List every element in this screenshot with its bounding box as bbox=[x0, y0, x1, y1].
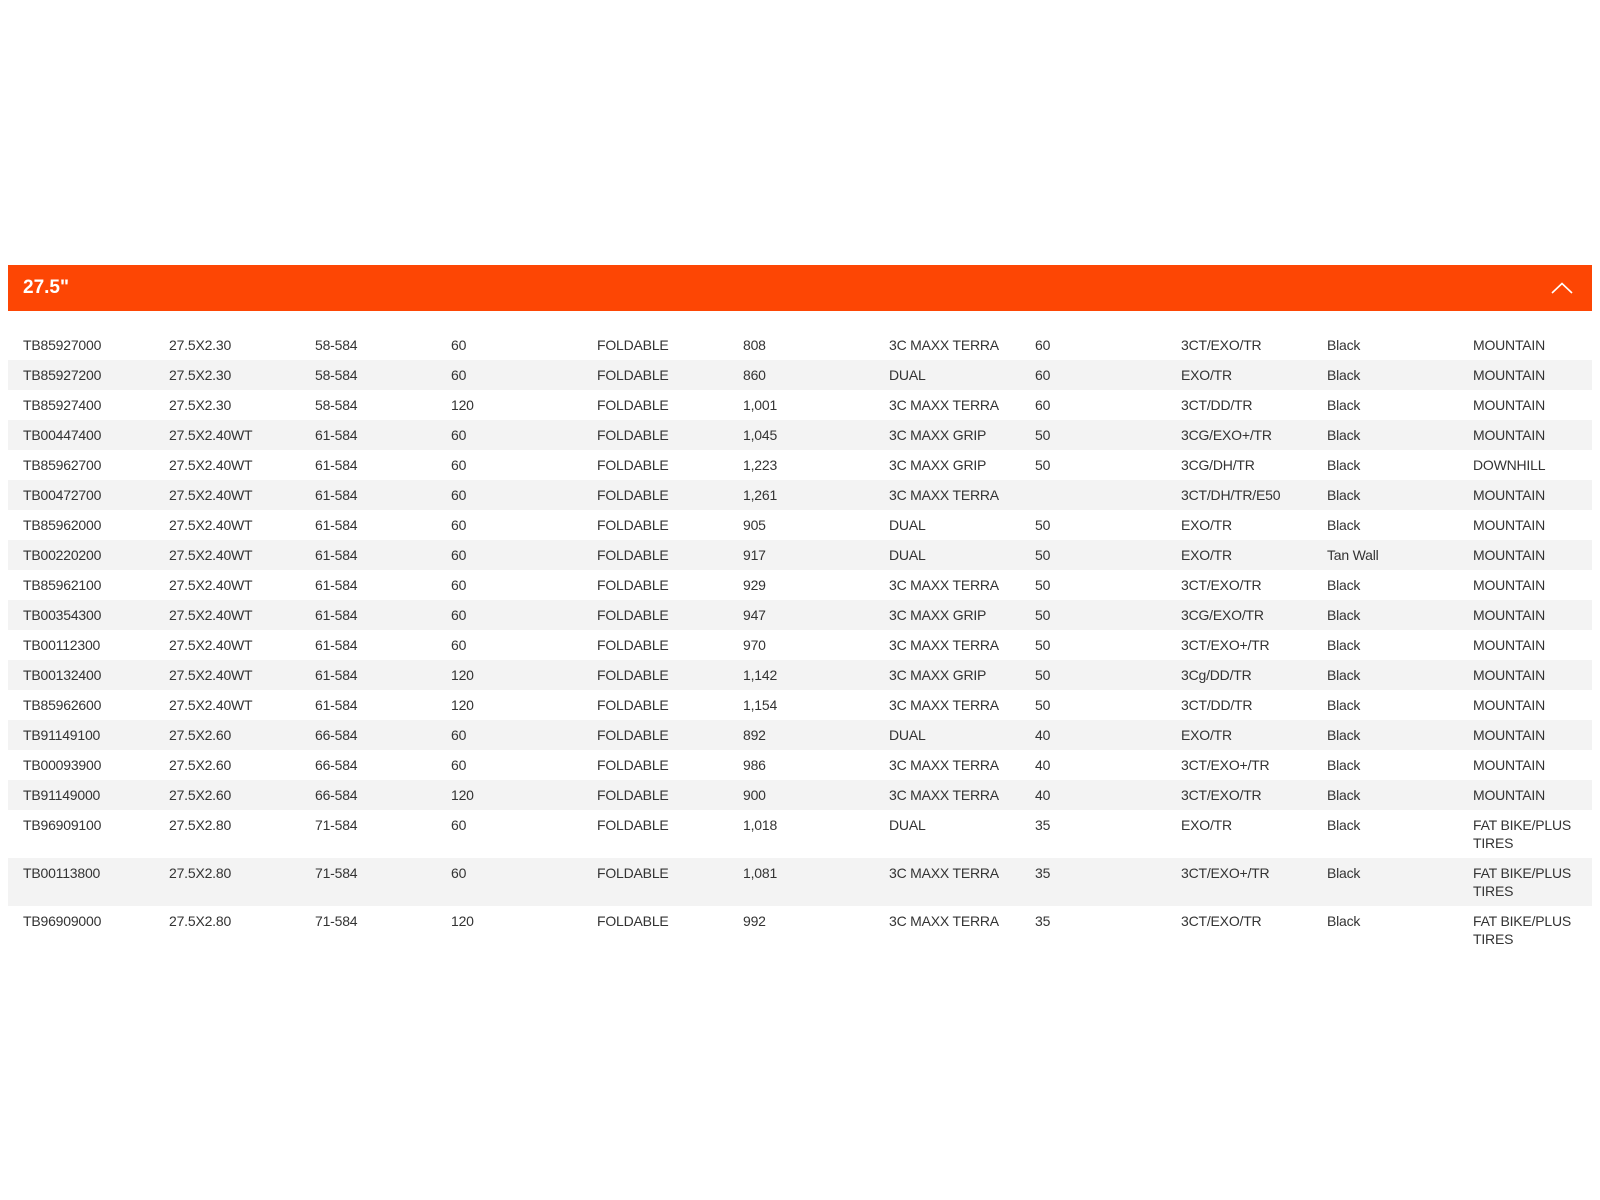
cell-size: 27.5X2.80 bbox=[169, 817, 232, 833]
cell-weight: 808 bbox=[743, 337, 766, 353]
cell-weight: 860 bbox=[743, 367, 766, 383]
cell-compound: 3C MAXX TERRA bbox=[889, 637, 999, 653]
cell-sidewall-color: Black bbox=[1327, 427, 1361, 443]
cell-part-number: TB91149000 bbox=[23, 787, 101, 803]
cell-technology: EXO/TR bbox=[1181, 547, 1232, 563]
cell-etrto: 58-584 bbox=[315, 397, 358, 413]
cell-weight: 1,045 bbox=[743, 427, 778, 443]
cell-technology: 3CG/DH/TR bbox=[1181, 457, 1255, 473]
cell-size: 27.5X2.40WT bbox=[169, 577, 253, 593]
cell-compound: 3C MAXX TERRA bbox=[889, 577, 999, 593]
cell-size: 27.5X2.40WT bbox=[169, 547, 253, 563]
cell-application: MOUNTAIN bbox=[1473, 397, 1546, 413]
cell-size: 27.5X2.60 bbox=[169, 727, 232, 743]
table-row bbox=[8, 450, 1592, 480]
cell-part-number: TB00132400 bbox=[23, 667, 102, 683]
cell-tpi: 60 bbox=[451, 577, 467, 593]
table-row bbox=[8, 570, 1592, 600]
cell-part-number: TB00093900 bbox=[23, 757, 102, 773]
cell-max-psi: 35 bbox=[1035, 817, 1051, 833]
cell-part-number: TB91149100 bbox=[23, 727, 101, 743]
cell-compound: 3C MAXX GRIP bbox=[889, 457, 987, 473]
cell-etrto: 71-584 bbox=[315, 817, 358, 833]
cell-application: MOUNTAIN bbox=[1473, 547, 1546, 563]
cell-compound: 3C MAXX TERRA bbox=[889, 787, 999, 803]
cell-technology: 3CT/DD/TR bbox=[1181, 697, 1253, 713]
cell-sidewall-color: Black bbox=[1327, 913, 1361, 929]
tire-size-section bbox=[8, 265, 1592, 954]
cell-part-number: TB00447400 bbox=[23, 427, 102, 443]
cell-compound: 3C MAXX GRIP bbox=[889, 667, 987, 683]
cell-bead: FOLDABLE bbox=[597, 397, 669, 413]
cell-application: MOUNTAIN bbox=[1473, 607, 1546, 623]
cell-sidewall-color: Black bbox=[1327, 337, 1361, 353]
cell-size: 27.5X2.40WT bbox=[169, 457, 253, 473]
table-row bbox=[8, 906, 1592, 954]
cell-compound: 3C MAXX TERRA bbox=[889, 697, 999, 713]
cell-etrto: 66-584 bbox=[315, 757, 358, 773]
cell-max-psi: 50 bbox=[1035, 577, 1051, 593]
cell-application: MOUNTAIN bbox=[1473, 697, 1546, 713]
cell-sidewall-color: Black bbox=[1327, 787, 1361, 803]
cell-etrto: 61-584 bbox=[315, 547, 358, 563]
cell-tpi: 60 bbox=[451, 487, 467, 503]
cell-technology: 3Cg/DD/TR bbox=[1181, 667, 1252, 683]
table-row bbox=[8, 540, 1592, 570]
table-row bbox=[8, 630, 1592, 660]
cell-size: 27.5X2.40WT bbox=[169, 637, 253, 653]
cell-bead: FOLDABLE bbox=[597, 667, 669, 683]
cell-etrto: 66-584 bbox=[315, 787, 358, 803]
cell-sidewall-color: Black bbox=[1327, 667, 1361, 683]
cell-compound: DUAL bbox=[889, 817, 926, 833]
cell-size: 27.5X2.30 bbox=[169, 397, 232, 413]
cell-size: 27.5X2.60 bbox=[169, 787, 232, 803]
cell-bead: FOLDABLE bbox=[597, 817, 669, 833]
cell-etrto: 61-584 bbox=[315, 697, 358, 713]
cell-tpi: 60 bbox=[451, 727, 467, 743]
cell-application: MOUNTAIN bbox=[1473, 727, 1546, 743]
cell-sidewall-color: Black bbox=[1327, 487, 1361, 503]
cell-technology: EXO/TR bbox=[1181, 817, 1232, 833]
cell-tpi: 60 bbox=[451, 517, 467, 533]
cell-size: 27.5X2.40WT bbox=[169, 667, 253, 683]
cell-sidewall-color: Tan Wall bbox=[1327, 547, 1379, 563]
cell-compound: 3C MAXX TERRA bbox=[889, 757, 999, 773]
table-row bbox=[8, 510, 1592, 540]
chevron-up-icon[interactable] bbox=[1550, 280, 1574, 296]
cell-sidewall-color: Black bbox=[1327, 865, 1361, 881]
cell-weight: 1,081 bbox=[743, 865, 778, 881]
cell-size: 27.5X2.40WT bbox=[169, 517, 253, 533]
cell-technology: 3CT/EXO+/TR bbox=[1181, 757, 1270, 773]
cell-technology: 3CT/EXO/TR bbox=[1181, 787, 1262, 803]
table-row bbox=[8, 690, 1592, 720]
table-row bbox=[8, 480, 1592, 510]
cell-weight: 1,154 bbox=[743, 697, 778, 713]
cell-technology: 3CT/DD/TR bbox=[1181, 397, 1253, 413]
cell-compound: DUAL bbox=[889, 547, 926, 563]
cell-compound: 3C MAXX GRIP bbox=[889, 427, 987, 443]
cell-weight: 929 bbox=[743, 577, 766, 593]
cell-tpi: 60 bbox=[451, 547, 467, 563]
cell-etrto: 71-584 bbox=[315, 913, 358, 929]
cell-tpi: 120 bbox=[451, 667, 474, 683]
cell-weight: 1,142 bbox=[743, 667, 778, 683]
cell-size: 27.5X2.80 bbox=[169, 865, 232, 881]
cell-tpi: 60 bbox=[451, 427, 467, 443]
cell-compound: 3C MAXX TERRA bbox=[889, 865, 999, 881]
cell-part-number: TB00220200 bbox=[23, 547, 102, 563]
table-row bbox=[8, 720, 1592, 750]
cell-compound: DUAL bbox=[889, 517, 926, 533]
cell-technology: EXO/TR bbox=[1181, 727, 1232, 743]
cell-compound: 3C MAXX TERRA bbox=[889, 397, 999, 413]
cell-weight: 992 bbox=[743, 913, 766, 929]
cell-max-psi: 35 bbox=[1035, 865, 1051, 881]
cell-weight: 892 bbox=[743, 727, 766, 743]
cell-weight: 1,018 bbox=[743, 817, 778, 833]
cell-part-number: TB85962100 bbox=[23, 577, 102, 593]
cell-weight: 905 bbox=[743, 517, 766, 533]
table-row bbox=[8, 780, 1592, 810]
cell-part-number: TB00112300 bbox=[23, 637, 101, 653]
cell-part-number: TB96909000 bbox=[23, 913, 102, 929]
cell-tpi: 60 bbox=[451, 817, 467, 833]
cell-compound: 3C MAXX TERRA bbox=[889, 337, 999, 353]
table-row bbox=[8, 750, 1592, 780]
cell-etrto: 61-584 bbox=[315, 667, 358, 683]
cell-tpi: 60 bbox=[451, 607, 467, 623]
table-row bbox=[8, 660, 1592, 690]
cell-technology: EXO/TR bbox=[1181, 367, 1232, 383]
cell-application: MOUNTAIN bbox=[1473, 487, 1546, 503]
cell-technology: 3CT/EXO/TR bbox=[1181, 337, 1262, 353]
cell-etrto: 61-584 bbox=[315, 577, 358, 593]
cell-weight: 947 bbox=[743, 607, 766, 623]
cell-technology: 3CT/EXO/TR bbox=[1181, 913, 1262, 929]
cell-max-psi: 50 bbox=[1035, 457, 1051, 473]
cell-tpi: 60 bbox=[451, 637, 467, 653]
cell-application: MOUNTAIN bbox=[1473, 787, 1546, 803]
cell-application: MOUNTAIN bbox=[1473, 517, 1546, 533]
cell-tpi: 120 bbox=[451, 787, 474, 803]
cell-max-psi: 40 bbox=[1035, 757, 1051, 773]
cell-application: MOUNTAIN bbox=[1473, 667, 1546, 683]
cell-compound: DUAL bbox=[889, 727, 926, 743]
cell-weight: 900 bbox=[743, 787, 766, 803]
cell-bead: FOLDABLE bbox=[597, 757, 669, 773]
cell-technology: 3CG/EXO/TR bbox=[1181, 607, 1264, 623]
cell-application: MOUNTAIN bbox=[1473, 637, 1546, 653]
table-row bbox=[8, 810, 1592, 858]
cell-max-psi: 50 bbox=[1035, 637, 1051, 653]
cell-part-number: TB85927200 bbox=[23, 367, 102, 383]
table-row bbox=[8, 390, 1592, 420]
table-row bbox=[8, 600, 1592, 630]
cell-sidewall-color: Black bbox=[1327, 757, 1361, 773]
cell-max-psi: 40 bbox=[1035, 787, 1051, 803]
cell-size: 27.5X2.30 bbox=[169, 337, 232, 353]
cell-max-psi: 50 bbox=[1035, 427, 1051, 443]
cell-tpi: 60 bbox=[451, 337, 467, 353]
cell-bead: FOLDABLE bbox=[597, 577, 669, 593]
cell-weight: 986 bbox=[743, 757, 766, 773]
cell-sidewall-color: Black bbox=[1327, 637, 1361, 653]
cell-size: 27.5X2.40WT bbox=[169, 607, 253, 623]
cell-weight: 1,223 bbox=[743, 457, 778, 473]
table-row bbox=[8, 858, 1592, 906]
cell-part-number: TB00113800 bbox=[23, 865, 101, 881]
cell-weight: 1,261 bbox=[743, 487, 778, 503]
cell-sidewall-color: Black bbox=[1327, 397, 1361, 413]
cell-part-number: TB85927400 bbox=[23, 397, 102, 413]
cell-bead: FOLDABLE bbox=[597, 337, 669, 353]
cell-max-psi: 50 bbox=[1035, 667, 1051, 683]
cell-tpi: 60 bbox=[451, 457, 467, 473]
cell-max-psi: 60 bbox=[1035, 397, 1051, 413]
cell-max-psi: 40 bbox=[1035, 727, 1051, 743]
cell-bead: FOLDABLE bbox=[597, 427, 669, 443]
cell-application: MOUNTAIN bbox=[1473, 757, 1546, 773]
cell-part-number: TB85962600 bbox=[23, 697, 102, 713]
cell-part-number: TB85927000 bbox=[23, 337, 102, 353]
cell-bead: FOLDABLE bbox=[597, 607, 669, 623]
cell-etrto: 66-584 bbox=[315, 727, 358, 743]
cell-technology: 3CT/DH/TR/E50 bbox=[1181, 487, 1281, 503]
cell-etrto: 61-584 bbox=[315, 487, 358, 503]
cell-sidewall-color: Black bbox=[1327, 517, 1361, 533]
cell-bead: FOLDABLE bbox=[597, 487, 669, 503]
cell-part-number: TB00472700 bbox=[23, 487, 102, 503]
cell-weight: 917 bbox=[743, 547, 766, 563]
cell-max-psi: 50 bbox=[1035, 517, 1051, 533]
cell-size: 27.5X2.60 bbox=[169, 757, 232, 773]
cell-sidewall-color: Black bbox=[1327, 697, 1361, 713]
table-row bbox=[8, 420, 1592, 450]
section-title: 27.5" bbox=[23, 277, 69, 298]
cell-etrto: 61-584 bbox=[315, 457, 358, 473]
cell-application: DOWNHILL bbox=[1473, 457, 1546, 473]
cell-compound: 3C MAXX TERRA bbox=[889, 487, 999, 503]
cell-bead: FOLDABLE bbox=[597, 865, 669, 881]
cell-tpi: 60 bbox=[451, 865, 467, 881]
cell-bead: FOLDABLE bbox=[597, 637, 669, 653]
section-header-toggle[interactable] bbox=[8, 265, 1592, 311]
cell-bead: FOLDABLE bbox=[597, 457, 669, 473]
cell-bead: FOLDABLE bbox=[597, 517, 669, 533]
cell-tpi: 60 bbox=[451, 367, 467, 383]
cell-sidewall-color: Black bbox=[1327, 457, 1361, 473]
cell-tpi: 60 bbox=[451, 757, 467, 773]
cell-compound: DUAL bbox=[889, 367, 926, 383]
cell-bead: FOLDABLE bbox=[597, 367, 669, 383]
cell-etrto: 58-584 bbox=[315, 367, 358, 383]
cell-part-number: TB96909100 bbox=[23, 817, 102, 833]
cell-technology: EXO/TR bbox=[1181, 517, 1232, 533]
cell-size: 27.5X2.40WT bbox=[169, 427, 253, 443]
cell-size: 27.5X2.80 bbox=[169, 913, 232, 929]
cell-max-psi: 50 bbox=[1035, 607, 1051, 623]
cell-sidewall-color: Black bbox=[1327, 727, 1361, 743]
cell-bead: FOLDABLE bbox=[597, 727, 669, 743]
cell-sidewall-color: Black bbox=[1327, 577, 1361, 593]
cell-technology: 3CT/EXO/TR bbox=[1181, 577, 1262, 593]
cell-application: FAT BIKE/PLUS TIRES bbox=[1473, 865, 1572, 899]
cell-max-psi: 60 bbox=[1035, 367, 1051, 383]
cell-size: 27.5X2.40WT bbox=[169, 487, 253, 503]
cell-compound: 3C MAXX GRIP bbox=[889, 607, 987, 623]
cell-tpi: 120 bbox=[451, 697, 474, 713]
tire-spec-table bbox=[8, 330, 1592, 954]
table-row bbox=[8, 330, 1592, 360]
cell-max-psi: 50 bbox=[1035, 697, 1051, 713]
cell-etrto: 61-584 bbox=[315, 517, 358, 533]
cell-bead: FOLDABLE bbox=[597, 547, 669, 563]
cell-tpi: 120 bbox=[451, 397, 474, 413]
cell-part-number: TB85962700 bbox=[23, 457, 102, 473]
cell-weight: 970 bbox=[743, 637, 766, 653]
cell-application: MOUNTAIN bbox=[1473, 367, 1546, 383]
cell-application: FAT BIKE/PLUS TIRES bbox=[1473, 913, 1572, 947]
cell-size: 27.5X2.30 bbox=[169, 367, 232, 383]
cell-application: FAT BIKE/PLUS TIRES bbox=[1473, 817, 1572, 851]
cell-technology: 3CT/EXO+/TR bbox=[1181, 637, 1270, 653]
cell-bead: FOLDABLE bbox=[597, 697, 669, 713]
cell-etrto: 58-584 bbox=[315, 337, 358, 353]
cell-application: MOUNTAIN bbox=[1473, 577, 1546, 593]
cell-compound: 3C MAXX TERRA bbox=[889, 913, 999, 929]
cell-part-number: TB85962000 bbox=[23, 517, 102, 533]
cell-etrto: 71-584 bbox=[315, 865, 358, 881]
cell-max-psi: 50 bbox=[1035, 547, 1051, 563]
cell-technology: 3CG/EXO+/TR bbox=[1181, 427, 1272, 443]
cell-max-psi: 60 bbox=[1035, 337, 1051, 353]
cell-weight: 1,001 bbox=[743, 397, 778, 413]
cell-etrto: 61-584 bbox=[315, 607, 358, 623]
cell-application: MOUNTAIN bbox=[1473, 427, 1546, 443]
cell-technology: 3CT/EXO+/TR bbox=[1181, 865, 1270, 881]
cell-bead: FOLDABLE bbox=[597, 913, 669, 929]
cell-sidewall-color: Black bbox=[1327, 367, 1361, 383]
cell-tpi: 120 bbox=[451, 913, 474, 929]
cell-etrto: 61-584 bbox=[315, 637, 358, 653]
cell-sidewall-color: Black bbox=[1327, 817, 1361, 833]
cell-size: 27.5X2.40WT bbox=[169, 697, 253, 713]
table-row bbox=[8, 360, 1592, 390]
cell-part-number: TB00354300 bbox=[23, 607, 102, 623]
cell-bead: FOLDABLE bbox=[597, 787, 669, 803]
cell-sidewall-color: Black bbox=[1327, 607, 1361, 623]
cell-etrto: 61-584 bbox=[315, 427, 358, 443]
cell-max-psi: 35 bbox=[1035, 913, 1051, 929]
cell-application: MOUNTAIN bbox=[1473, 337, 1546, 353]
